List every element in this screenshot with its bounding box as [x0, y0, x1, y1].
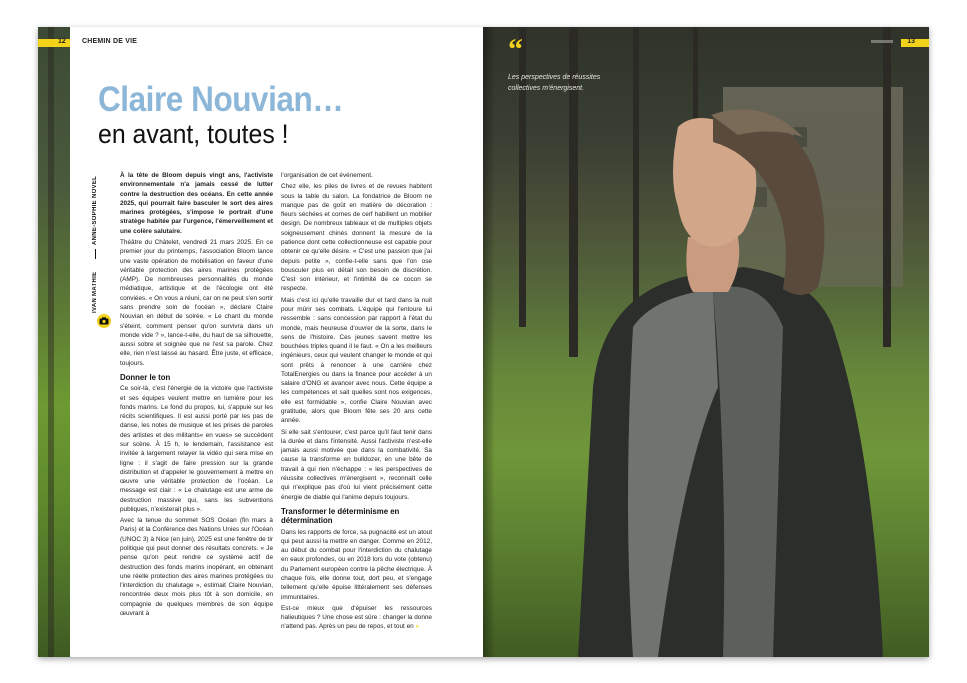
- page-number: 13: [907, 38, 915, 45]
- left-page: [38, 27, 483, 657]
- paragraph: Est-ce mieux que d'épuiser les ressources halieutiques ? Une chose est sûre : changer la donne n'attend pas. Après un peu de repos, et tout en »: [281, 604, 432, 631]
- magazine-spread: [38, 27, 929, 657]
- section-rubric: CHEMIN DE VIE: [82, 38, 138, 45]
- paragraph: Mais c'est ici qu'elle travaille dur et tard dans la nuit pour mûrir ses combats. L'équipe qui l'entoure lui ressemble : sans concession par rapport à l'état du monde, mais heureuse d'ouvrer de la sorte, dans le sens de l'histoire. Ces jeunes savent mettre les bouchées triples quand il le faut. « On a les meilleurs ingénieurs, ceux qui veulent changer le monde et qui sont prêts à renoncer à une carrière chez TotalEnergies ou dans la finance pour accéder à un salaire d'ONG et avancer avec nous. Cette équipe a les compétences et sait quelles sont nos exigences, elle est formidable », confie Claire Nouvian avec gratitude, alors que Bloom fête ses 20 ans cette année.: [281, 296, 432, 425]
- paragraph: Théâtre du Châtelet, vendredi 21 mars 2025. En ce premier jour du printemps, l'association Bloom lance une vaste opération de mobilisation en faveur d'une véritable protection des aires marines protégées (AMP). De nombreuses personnalités du monde médiatique, artistique et de l'écologie ont été conviées. « On vous a réuni, car on ne peut s'en sortir sans prendre soin de l'océan », déclare Claire Nouvian en début de soirée. « Le chant du monde s'éteint, comment penser qu'on survivra dans un monde vide ? », lance-t-elle, du haut de sa silhouette, aussi sobre et soignée que ne l'est sa parole. Chez elle, rien n'est laissé au hasard. Être juste, et efficace, toujours.: [120, 238, 273, 367]
- pull-quote: Les perspectives de réussites collectives m'énergisent.: [508, 74, 601, 92]
- page-gutter-shadow: [483, 27, 495, 657]
- camera-icon: [97, 314, 111, 328]
- article-subtitle: en avant, toutes !: [98, 119, 289, 149]
- article-column-2: [281, 171, 432, 634]
- article-title: Claire Nouvian…: [98, 80, 344, 119]
- folio-bar: [901, 39, 929, 47]
- rubric-marker: [871, 40, 893, 43]
- paragraph: Chez elle, les piles de livres et de revues habitent sous la table du salon. La fondatrice de Bloom ne manque pas de goût en matière de décoration : fleurs séchées et cornes de cerf habillent un mobilier design. De nombreux tableaux et de multiples objets soigneusement chinés donnent la mesure de la patience dont cette collectionneuse est capable pour obtenir ce qu'elle désire. « C'est une passion que j'ai depuis petite », confie-t-elle sans que l'on ose bousculer plus en détail son besoin de discrétion. C'est son intérieur, et l'intimité de ce cocon se respecte.: [281, 183, 432, 293]
- paragraph: l'organisation de cet événement.: [281, 172, 373, 179]
- portrait-woman: [483, 27, 929, 657]
- credit-divider: [95, 249, 96, 259]
- paragraph: Dans les rapports de force, sa pugnacité est un atout qui peut aussi la mettre en danger. Comme en 2012, au début du combat pour l'interdiction du chalutage en eaux profondes, ou en 2018 lors du vote (obtenu) du Parlement européen contre la pêche électrique. À chaque fois, elle donne tout, dort peu, et s'engage tellement qu'elle épuise littéralement ses défenses immunitaires.: [281, 528, 432, 601]
- photo-credit: IVAN MATHIE: [92, 271, 98, 313]
- end-mark: »: [415, 623, 420, 631]
- paragraph: Avec la tenue du sommet SOS Océan (fin mars à Paris) et la Conférence des Nations Unies sur l'Océan (UNOC 3) à Nice (en juin), 2025 est une fenêtre de tir politique qui peut donner des résultats concrets. « Je pense qu'on peut rendre ce système actif de destruction des fonds marins inopérant, en obtenant une réelle protection des aires marines protégées ou l'interdiction du chalutage », estimait Claire Nouvian, rencontrée deux mois plus tôt à son domicile, en compagnie de quelques membres de son équipe œuvrant à: [120, 517, 273, 617]
- quote-mark-icon: “: [508, 33, 523, 66]
- article-column-1: [120, 171, 273, 620]
- right-page-photo: [483, 27, 929, 657]
- article-lead: À la tête de Bloom depuis vingt ans, l'activiste environnementale n'a jamais cessé de lutter contre la destruction des océans. En cette année 2025, qui pourrait faire basculer le sort des aires marines protégées, s'impose le portrait d'une stratège habitée par l'urgence, l'émerveillement et une colère salutaire.: [120, 172, 273, 235]
- author-credit: ANNE-SOPHIE NOVEL: [92, 175, 98, 245]
- section-heading: Transformer le déterminisme en détermination: [281, 506, 400, 526]
- section-heading: Donner le ton: [120, 372, 171, 382]
- photo-bleed-strip: [38, 27, 70, 657]
- page-number: 12: [58, 38, 66, 45]
- paragraph: Si elle sait s'entourer, c'est parce qu'il faut tenir dans la durée et dans l'intensité. Aussi l'activiste n'est-elle jamais aussi motivée que dans la combativité. Sa cause la transforme en bulldozer, en une bête de travail à qui rien n'échappe : « les perspectives de réussite collectives m'énergisent », reconnaît celle qui n'explique pas d'où lui vient précisément cette énergie de diable qui l'anime depuis toujours.: [281, 428, 432, 501]
- paragraph: Ce soir-là, c'est l'énergie de la victoire que l'activiste et ses équipes veulent mettre en lumière pour les fonds marins. Le fond du propos, lui, s'appuie sur les récits scientifiques. Il est aussi porté par les pas de danse, les notes de musique et les prises de paroles des artistes et des militants« en vues» se succèdent sur scène. À 15 h, le lendemain, l'assistance est invitée à largement relayer la vidéo qui sera mise en ligne : il s'agit de faire pression sur la grande distribution et d'appeler le gouvernement à mettre en œuvre une véritable protection de l'océan. Le message est clair : « Le chalutage est une arme de destruction massive qui, sans les subventions publiques, n'existerait plus ».: [120, 385, 273, 513]
